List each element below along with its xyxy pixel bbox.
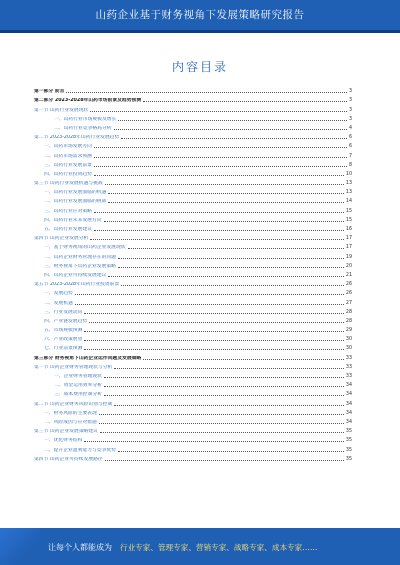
toc-entry-page: 17 — [345, 236, 352, 242]
toc-entry-label: 六、产业政策展望 — [44, 337, 83, 343]
toc-entry[interactable] — [34, 426, 352, 435]
toc-entry-page: 35 — [345, 438, 352, 444]
toc-entry-page: 13 — [345, 181, 352, 187]
toc-entry[interactable] — [34, 160, 352, 169]
toc-leader-dots — [84, 339, 344, 341]
toc-heading: 内容目录 — [171, 60, 228, 74]
toc-entry-page: 15 — [345, 208, 352, 214]
toc-entry[interactable] — [34, 316, 352, 325]
toc-entry-label: 二、山药行业发展面临的挑战 — [44, 199, 107, 205]
toc-leader-dots — [118, 257, 344, 259]
toc-entry-page: 3 — [348, 98, 352, 104]
toc-entry-page: 21 — [345, 272, 352, 278]
toc-entry[interactable] — [34, 123, 352, 132]
toc-entry[interactable] — [34, 251, 352, 260]
header-bar — [0, 0, 400, 33]
toc-leader-dots — [121, 137, 347, 139]
toc-entry-label: 二、提升企业盈利能力与竞争优势 — [44, 447, 116, 453]
toc-entry-page: 33 — [345, 355, 352, 361]
toc-entry-label: 四、山药企业可持续发展建议 — [44, 272, 107, 278]
toc-entry-label: 第一节 山药企业财务管理现状与分析 — [34, 364, 113, 370]
toc-leader-dots — [143, 100, 347, 102]
table-of-contents — [34, 86, 352, 506]
toc-leader-dots — [94, 174, 344, 176]
toc-entry[interactable] — [34, 288, 352, 297]
toc-entry-label: 三、山药行业发展前景 — [44, 162, 92, 168]
toc-leader-dots — [84, 312, 344, 314]
toc-entry-page: 27 — [345, 300, 352, 306]
toc-entry-label: 第二节 2023-2028年山药行业发展趋势 — [34, 135, 120, 141]
toc-entry[interactable] — [34, 215, 352, 224]
toc-entry[interactable] — [34, 132, 352, 141]
toc-entry-label: 三、财务视角下山药企业发展策略 — [44, 263, 116, 269]
toc-leader-dots — [84, 330, 344, 332]
toc-leader-dots — [66, 91, 346, 93]
toc-entry-page: 4 — [348, 125, 352, 131]
toc-entry[interactable] — [34, 169, 352, 178]
toc-entry-label: 第三节 山药企业发展策略建议 — [34, 429, 98, 435]
toc-entry-page: 35 — [345, 447, 352, 453]
toc-entry[interactable] — [34, 279, 352, 288]
toc-entry-page: 35 — [345, 456, 352, 462]
toc-entry[interactable] — [34, 187, 352, 196]
toc-entry-page: 3 — [348, 107, 352, 113]
toc-leader-dots — [118, 266, 344, 268]
toc-leader-dots — [104, 376, 344, 378]
toc-leader-dots — [143, 358, 344, 360]
toc-entry-page: 10 — [345, 171, 352, 177]
toc-leader-dots — [118, 450, 344, 452]
toc-entry-page: 35 — [345, 429, 352, 435]
toc-entry[interactable] — [34, 398, 352, 407]
toc-entry-label: 第二节 山药企业财务风险识别与控制 — [34, 401, 113, 407]
toc-entry[interactable] — [34, 417, 352, 426]
toc-entry[interactable] — [34, 104, 352, 113]
toc-leader-dots — [104, 385, 344, 387]
toc-entry-label: 一、发展趋势 — [44, 291, 73, 297]
toc-leader-dots — [121, 284, 344, 286]
toc-leader-dots — [94, 156, 347, 158]
toc-entry-label: 三、山药行业应对策略 — [44, 208, 92, 214]
report-title: 山药企业基于财务视角下发展策略研究报告 — [95, 9, 305, 21]
toc-entry[interactable] — [34, 205, 352, 214]
toc-entry-label: 二、发展机遇 — [44, 300, 73, 306]
toc-entry-label: 四、产业链发展趋势 — [44, 318, 88, 324]
toc-entry[interactable] — [34, 325, 352, 334]
toc-entry-label: 第五节 2023-2028年山药行业投资前景 — [34, 282, 120, 288]
toc-entry-page: 17 — [345, 245, 352, 251]
toc-entry-label: 第四节 山药企业可持续发展路径 — [34, 456, 103, 462]
toc-leader-dots — [100, 431, 344, 433]
toc-entry-page: 34 — [345, 401, 352, 407]
toc-entry-page: 30 — [345, 337, 352, 343]
toc-leader-dots — [89, 321, 344, 323]
toc-entry-page: 34 — [345, 410, 352, 416]
toc-entry[interactable] — [34, 380, 352, 389]
toc-leader-dots — [114, 128, 347, 130]
toc-entry-label: 七、行业前景预测 — [44, 346, 83, 352]
toc-entry[interactable] — [34, 242, 352, 251]
toc-entry-label: 一、山药行业市场规模及增长 — [54, 116, 117, 122]
toc-entry-page: 16 — [345, 227, 352, 232]
toc-entry[interactable] — [34, 95, 352, 104]
toc-leader-dots — [108, 201, 344, 203]
toc-entry-label: 第三部分 财务视角下山药企业运作问题及发展策略 — [34, 355, 142, 361]
toc-entry[interactable] — [34, 444, 352, 453]
toc-entry-page: 13 — [345, 190, 352, 196]
toc-entry-label: 五、市场规模预测 — [44, 328, 83, 334]
toc-entry-page: 33 — [345, 364, 352, 370]
toc-leader-dots — [90, 110, 347, 112]
toc-entry-page: 26 — [345, 282, 352, 288]
toc-entry-page: 15 — [345, 217, 352, 223]
toc-entry-page: 34 — [345, 392, 352, 398]
toc-entry-page: 33 — [345, 374, 352, 379]
toc-entry-label: 二、山药企业财务管理存在的问题 — [44, 254, 116, 260]
toc-leader-dots — [90, 238, 344, 240]
toc-entry[interactable] — [34, 233, 352, 242]
toc-entry-page: 34 — [345, 383, 352, 389]
toc-entry-page: 29 — [345, 328, 352, 334]
toc-entry-label: 第二部分 2023-2028年山药市场前景及趋势预测 — [34, 98, 142, 104]
toc-entry-label: 第四节 山药企业发展分析 — [34, 236, 89, 242]
toc-leader-dots — [94, 211, 344, 213]
toc-leader-dots — [104, 394, 344, 396]
toc-entry-label: 二、风险成因与应对措施 — [44, 419, 97, 425]
toc-leader-dots — [75, 303, 344, 305]
footer-decoration — [0, 528, 40, 565]
toc-leader-dots — [94, 165, 347, 167]
toc-entry-page: 34 — [345, 419, 352, 425]
toc-leader-dots — [114, 367, 344, 369]
footer-bar — [0, 528, 400, 565]
toc-leader-dots — [99, 422, 344, 424]
toc-entry-label: 三、成本费用控制分析 — [54, 392, 102, 398]
toc-leader-dots — [105, 183, 344, 185]
toc-leader-dots — [94, 229, 344, 231]
toc-entry-label: 一、优化财务结构 — [44, 438, 83, 444]
footer-slogan: 让每个人都能成为 — [48, 543, 112, 552]
toc-entry[interactable] — [34, 307, 352, 316]
toc-entry[interactable] — [34, 352, 352, 361]
toc-leader-dots — [114, 404, 344, 406]
toc-entry[interactable] — [34, 371, 352, 380]
toc-entry-label: 四、山药行业未来发展方向 — [44, 217, 102, 223]
toc-entry[interactable] — [34, 86, 352, 95]
toc-entry[interactable] — [34, 343, 352, 352]
toc-entry[interactable] — [34, 362, 352, 371]
toc-entry-page: 3 — [348, 116, 352, 122]
footer-roles: 行业专家、管理专家、营销专家、战略专家、成本专家…… — [120, 543, 318, 552]
toc-entry[interactable] — [34, 150, 352, 159]
toc-entry[interactable] — [34, 454, 352, 463]
toc-entry[interactable] — [34, 178, 352, 187]
toc-entry[interactable] — [34, 334, 352, 343]
toc-leader-dots — [104, 220, 344, 222]
toc-entry[interactable] — [34, 196, 352, 205]
toc-entry-label: 一、财务风险的主要表现 — [44, 410, 97, 416]
toc-entry[interactable] — [34, 408, 352, 417]
toc-leader-dots — [118, 119, 347, 121]
toc-leader-dots — [108, 192, 344, 194]
toc-entry-page: 30 — [345, 346, 352, 352]
toc-leader-dots — [84, 348, 344, 350]
toc-leader-dots — [84, 440, 344, 442]
toc-entry-label: 一、山药市场发展方向 — [44, 144, 92, 150]
toc-entry-label: 一、企业财务管理现状 — [54, 374, 102, 379]
toc-entry-label: 第三节 山药行业发展机遇与挑战 — [34, 181, 103, 187]
toc-entry-page: 7 — [348, 153, 352, 159]
toc-entry[interactable] — [34, 389, 352, 398]
toc-entry-page: 6 — [348, 144, 352, 150]
toc-entry-label: 二、资金运用效率分析 — [54, 383, 102, 389]
toc-entry[interactable] — [34, 114, 352, 123]
toc-entry-page: 20 — [345, 263, 352, 269]
toc-entry-page: 26 — [345, 291, 352, 297]
toc-entry-label: 一、山药行业发展面临的机遇 — [44, 190, 107, 196]
toc-entry-label: 二、山药市场需求预测 — [44, 153, 92, 159]
toc-leader-dots — [94, 146, 347, 148]
toc-entry-page: 3 — [348, 89, 352, 95]
toc-entry-label: 二、山药行业竞争格局分析 — [54, 125, 112, 131]
toc-entry[interactable] — [34, 435, 352, 444]
toc-entry-label: 一、基于财务视角的山药企业发展现状 — [44, 245, 126, 251]
toc-entry[interactable] — [34, 297, 352, 306]
toc-leader-dots — [105, 459, 344, 461]
toc-leader-dots — [108, 275, 344, 277]
toc-entry-label: 第一部分 前言 — [34, 89, 65, 95]
toc-entry-page: 28 — [345, 318, 352, 324]
toc-entry-page: 14 — [345, 199, 352, 205]
toc-entry[interactable] — [34, 141, 352, 150]
toc-leader-dots — [99, 413, 344, 415]
toc-entry-page: 28 — [345, 309, 352, 315]
toc-entry[interactable] — [34, 224, 352, 233]
toc-entry[interactable] — [34, 270, 352, 279]
toc-entry-page: 6 — [348, 135, 352, 141]
toc-leader-dots — [75, 293, 344, 295]
toc-entry[interactable] — [34, 261, 352, 270]
toc-entry-label: 三、行业发展动向 — [44, 309, 83, 315]
toc-entry-label: 五、山药行业发展建议 — [44, 227, 92, 232]
toc-entry-label: 第一节 山药行业发展现状 — [34, 107, 89, 113]
toc-entry-page: 8 — [348, 162, 352, 168]
toc-entry-label: 四、山药行业投资趋势 — [44, 171, 92, 177]
toc-leader-dots — [128, 247, 344, 249]
toc-entry-page: 19 — [345, 254, 352, 260]
